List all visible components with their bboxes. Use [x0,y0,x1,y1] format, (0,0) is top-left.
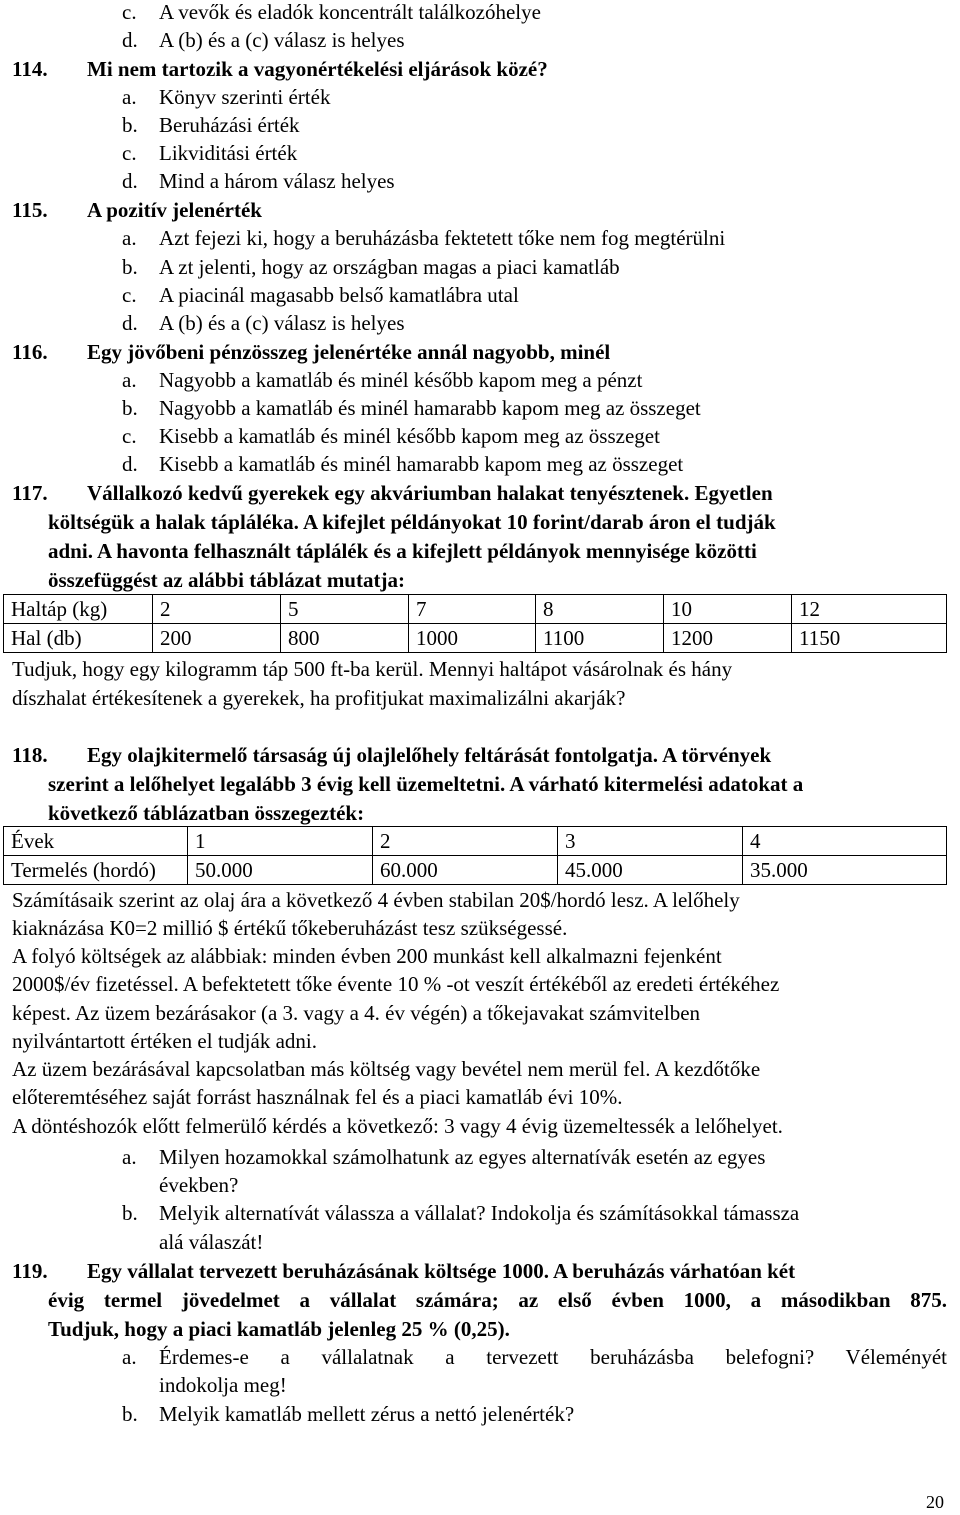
question-text: A pozitív jelenérték [87,198,262,222]
table-cell: 800 [281,624,409,653]
option-a: a. Könyv szerinti érték [122,85,331,109]
option-c: c. A vevők és eladók koncentrált találkozóhelye [122,0,541,24]
question-number: 116. [12,340,48,364]
table-cell: 1100 [536,624,664,653]
option-c: c. Likviditási érték [122,141,298,165]
table-cell: 60.000 [373,856,558,885]
option-a: a. Azt fejezi ki, hogy a beruházásba fektetett tőke nem fog megtérülni [122,226,726,250]
table-cell: 45.000 [558,856,743,885]
question-text-line: évig termel jövedelmet a vállalat számára; az első évben 1000, a másodikban 875. [48,1288,947,1312]
question-116 [12,340,610,364]
table-row [4,595,947,624]
question-text-line: Egy olajkitermelő társaság új olajlelőhely feltárását fontolgatja. A törvények [87,743,772,767]
table-cell: 1150 [792,624,947,653]
question-number: 118. [12,743,48,767]
table-cell: 2 [153,595,281,624]
option-c: c. Kisebb a kamatláb és minél később kapom meg az összeget [122,424,660,448]
question-number: 114. [12,57,48,81]
oil-production-table [3,826,947,885]
table-cell: 3 [558,827,743,856]
table-cell: Termelés (hordó) [4,856,188,885]
table-cell: 200 [153,624,281,653]
question-118 [12,743,771,767]
question-text-line: Tudjuk, hogy a piaci kamatláb jelenleg 25 % (0,25). [48,1317,510,1341]
question-115 [12,198,262,222]
option-d: d. Mind a három válasz helyes [122,169,395,193]
table-cell: 5 [281,595,409,624]
question-number: 115. [12,198,48,222]
fish-feed-table [3,594,947,653]
option-c: c. A piacinál magasabb belső kamatlábra utal [122,283,519,307]
question-text-line: adni. A havonta felhasznált táplálék és a kifejlett példányok mennyisége közötti [48,539,757,563]
option-a: a. Nagyobb a kamatláb és minél később kapom meg a pénzt [122,368,643,392]
question-number: 117. [12,481,48,505]
table-cell: 12 [792,595,947,624]
table-cell: Évek [4,827,188,856]
table-cell: 1200 [664,624,792,653]
question-119 [12,1259,947,1283]
option-b: b. Beruházási érték [122,113,300,137]
paragraph-line: nyilvántartott értéken el tudják adni. [12,1029,317,1053]
question-text-line: szerint a lelőhelyet legalább 3 évig kell üzemeltetni. A várható kitermelési adatokat a [48,772,804,796]
paragraph-line: A folyó költségek az alábbiak: minden évben 200 munkást kell alkalmazni fejenként [12,944,722,968]
table-cell: Hal (db) [4,624,153,653]
question-text-line: költségük a halak tápláléka. A kifejlet példányokat 10 forint/darab áron el tudják [48,510,776,534]
table-row [4,856,947,885]
page-number: 20 [926,1492,944,1512]
paragraph-line: Az üzem bezárásával kapcsolatban más költség vagy bevétel nem merül fel. A kezdőtőke [12,1057,761,1081]
question-text-line: következő táblázatban összegezték: [48,801,365,825]
paragraph-line: kiaknázása K0=2 millió $ értékű tőkeberuházást tesz szükségessé. [12,916,568,940]
paragraph-line: Tudjuk, hogy egy kilogramm táp 500 ft-ba kerül. Mennyi haltápot vásárolnak és hány [12,657,733,681]
option-a-continuation: években? [159,1173,239,1197]
option-d: d. A (b) és a (c) válasz is helyes [122,311,405,335]
option-b-continuation: alá válaszát! [159,1230,264,1254]
paragraph-line: A döntéshozók előtt felmerülő kérdés a következő: 3 vagy 4 évig üzemeltessék a lelőhelyet. [12,1114,783,1138]
option-b: b. Melyik kamatláb mellett zérus a nettó jelenérték? [122,1402,575,1426]
question-117 [12,481,773,505]
question-number: 119. [12,1259,48,1283]
table-cell: Haltáp (kg) [4,595,153,624]
table-cell: 2 [373,827,558,856]
paragraph-line: előteremtéséhez saját forrást használnak fel és a piaci kamatláb évi 10%. [12,1085,623,1109]
paragraph-line: képest. Az üzem bezárásakor (a 3. vagy a 4. év végén) a tőkejavakat számvitelben [12,1001,701,1025]
option-d: d. A (b) és a (c) válasz is helyes [122,28,405,52]
table-cell: 1000 [409,624,536,653]
table-cell: 8 [536,595,664,624]
table-cell: 1 [188,827,373,856]
question-text: Egy jövőbeni pénzösszeg jelenértéke annál nagyobb, minél [87,340,611,364]
table-cell: 4 [743,827,947,856]
option-a: a. Milyen hozamokkal számolhatunk az egyes alternatívák esetén az egyes [122,1145,766,1169]
paragraph-line: 2000$/év fizetéssel. A befektetett tőke évente 10 % -ot veszít értékéből az eredeti értékéhez [12,972,780,996]
option-b: b. A zt jelenti, hogy az országban magas a piaci kamatláb [122,255,620,279]
question-114 [12,57,548,81]
option-d: d. Kisebb a kamatláb és minél hamarabb kapom meg az összeget [122,452,684,476]
paragraph-line: Számításaik szerint az olaj ára a következő 4 évben stabilan 20$/hordó lesz. A lelőhely [12,888,740,912]
table-cell: 50.000 [188,856,373,885]
table-cell: 35.000 [743,856,947,885]
paragraph-line: díszhalat értékesítenek a gyerekek, ha profitjukat maximalizálni akarják? [12,686,626,710]
option-b: b. Melyik alternatívát válassza a vállalat? Indokolja és számításokkal támassza [122,1201,800,1225]
table-row [4,624,947,653]
option-a-continuation: indokolja meg! [159,1373,287,1397]
table-cell: 7 [409,595,536,624]
question-text: Mi nem tartozik a vagyonértékelési eljárások közé? [87,57,548,81]
option-b: b. Nagyobb a kamatláb és minél hamarabb kapom meg az összeget [122,396,701,420]
option-a: a. Érdemes-e a vállalatnak a tervezett beruházásba belefogni? Véleményét [122,1345,947,1369]
question-text-line: Egy vállalat tervezett beruházásának költsége 1000. A beruházás várhatóan két [87,1259,796,1283]
table-cell: 10 [664,595,792,624]
question-text-line: összefüggést az alábbi táblázat mutatja: [48,568,405,592]
table-row [4,827,947,856]
question-text-line: Vállalkozó kedvű gyerekek egy akváriumban halakat tenyésztenek. Egyetlen [87,481,773,505]
